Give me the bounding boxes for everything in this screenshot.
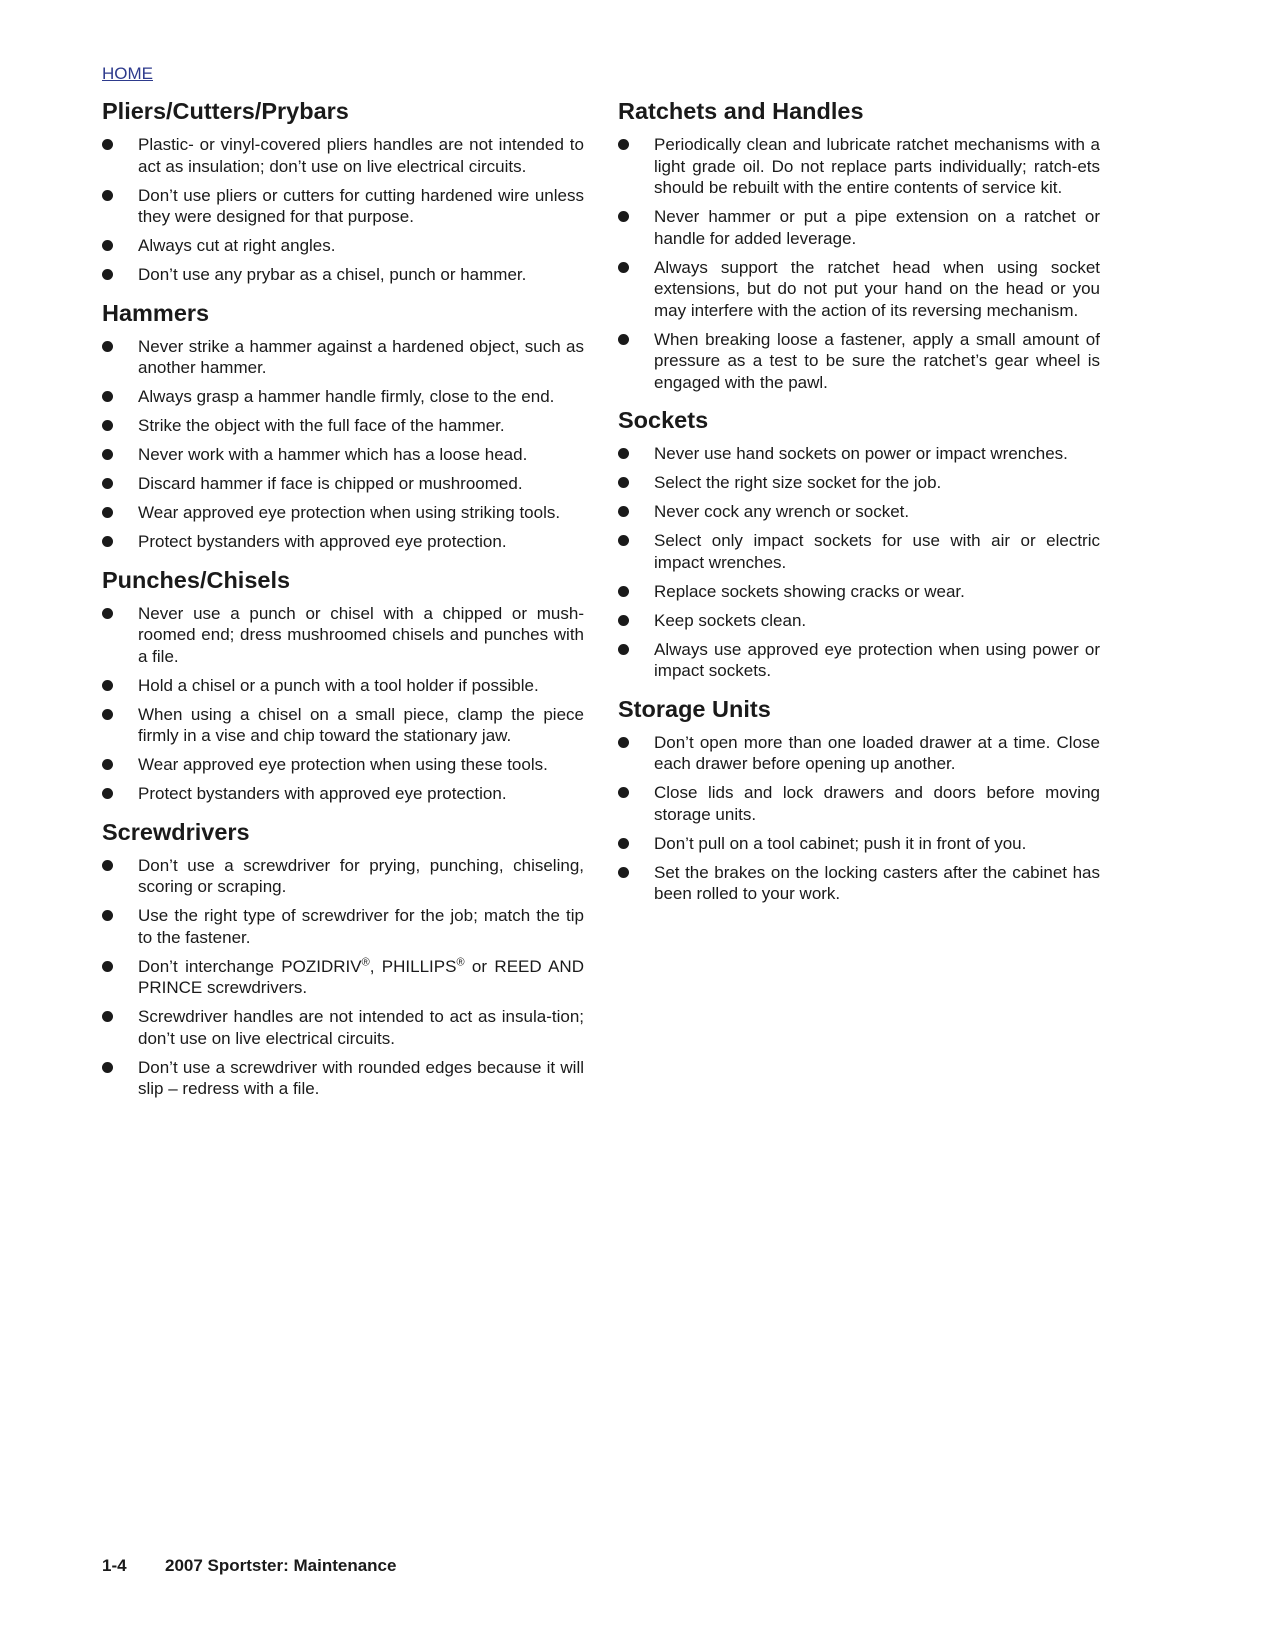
list-item-text: Use the right type of screwdriver for the job; match the tip to the fastener. <box>138 906 584 947</box>
list-item <box>618 782 1100 825</box>
list-item-text: Don’t use a screwdriver with rounded edges because it will slip – redress with a file. <box>138 1057 584 1098</box>
list-item-text: Never work with a hammer which has a loose head. <box>138 445 528 464</box>
list-item-text: Screwdriver handles are not intended to act as insula-tion; don’t use on live electrical circuits. <box>138 1007 584 1048</box>
left-column <box>102 96 584 1112</box>
list-item <box>102 264 584 286</box>
section-heading: Storage Units <box>618 695 771 722</box>
list-item <box>102 134 584 177</box>
bullet-icon <box>618 615 629 626</box>
page-footer <box>102 1556 396 1576</box>
list-item <box>618 862 1100 905</box>
list-item <box>102 905 584 948</box>
list-item-text: Wear approved eye protection when using these tools. <box>138 755 548 774</box>
section-pliers-cutters-prybars <box>102 96 584 286</box>
bullet-icon <box>102 860 113 871</box>
section-ratchets-and-handles <box>618 96 1100 393</box>
list-item <box>618 329 1100 394</box>
bullet-icon <box>618 586 629 597</box>
list-item <box>102 1057 584 1100</box>
list-item-text: Select only impact sockets for use with air or electric impact wrenches. <box>654 531 1100 572</box>
bullet-icon <box>618 838 629 849</box>
list-item-text: Don’t open more than one loaded drawer at a time. Close each drawer before opening up another. <box>654 732 1100 773</box>
list-item-text: Strike the object with the full face of the hammer. <box>138 416 505 435</box>
list-item-text: Replace sockets showing cracks or wear. <box>654 581 965 601</box>
list-item <box>102 675 584 697</box>
bullet-icon <box>102 680 113 691</box>
bullet-icon <box>618 644 629 655</box>
list-item-text: Always support the ratchet head when using socket extensions, but do not put your hand on the head or you may interfere with the action of its reversing mechanism. <box>654 257 1100 320</box>
bullet-icon <box>618 477 629 488</box>
bullet-icon <box>618 737 629 748</box>
bullet-icon <box>618 211 629 222</box>
list-item-text: Don’t use a screwdriver for prying, punching, chiseling, scoring or scraping. <box>138 855 584 896</box>
bullet-list <box>618 134 1100 393</box>
section-heading: Screwdrivers <box>102 818 250 845</box>
bullet-list <box>102 855 584 1100</box>
list-item-text: Always grasp a hammer handle firmly, close to the end. <box>138 387 555 406</box>
list-item <box>618 501 1100 523</box>
list-item-text: Don’t use any prybar as a chisel, punch or hammer. <box>138 265 527 284</box>
bullet-icon <box>618 506 629 517</box>
list-item-text: Periodically clean and lubricate ratchet mechanisms with a light grade oil. Do not replace parts individually; ratch-ets should be rebuilt with the entire contents of service kit. <box>654 135 1100 197</box>
section-heading: Sockets <box>618 407 709 433</box>
bullet-icon <box>618 787 629 798</box>
section-punches-chisels <box>102 565 584 805</box>
list-item-text: Plastic- or vinyl-covered pliers handles are not intended to act as insulation; don’t use on live electrical circuits. <box>138 135 584 176</box>
list-item-text: Don’t pull on a tool cabinet; push it in front of you. <box>654 833 1027 853</box>
list-item-text: Discard hammer if face is chipped or mushroomed. <box>138 474 523 493</box>
list-item-text: Set the brakes on the locking casters after the cabinet has been rolled to your work. <box>654 862 1100 903</box>
section-heading: Ratchets and Handles <box>618 98 864 124</box>
list-item <box>618 206 1100 249</box>
bullet-list <box>102 134 584 286</box>
list-item <box>102 502 584 524</box>
bullet-icon <box>102 420 113 431</box>
bullet-icon <box>102 139 113 150</box>
section-screwdrivers <box>102 817 584 1100</box>
list-item <box>102 603 584 668</box>
list-item <box>618 443 1100 465</box>
home-link[interactable]: HOME <box>102 64 153 83</box>
list-item-text: Hold a chisel or a punch with a tool holder if possible. <box>138 675 539 695</box>
page-number: 1-4 <box>102 1556 127 1575</box>
list-item <box>618 581 1100 603</box>
section-sockets <box>618 405 1100 682</box>
list-item-text: Always use approved eye protection when using power or impact sockets. <box>654 639 1100 680</box>
list-item <box>102 531 584 553</box>
list-item-text: Wear approved eye protection when using striking tools. <box>138 503 561 522</box>
list-item-text: Never use a punch or chisel with a chipped or mush-roomed end; dress mushroomed chisels and punches with a file. <box>138 603 584 666</box>
bullet-icon <box>102 341 113 352</box>
list-item-text: Select the right size socket for the job. <box>654 473 942 492</box>
bullet-icon <box>102 608 113 619</box>
bullet-icon <box>102 190 113 201</box>
list-item <box>618 610 1100 632</box>
bullet-icon <box>102 536 113 547</box>
list-item <box>102 185 584 228</box>
list-item <box>102 473 584 495</box>
list-item-text: Don’t interchange POZIDRIV®, PHILLIPS® or REED AND PRINCE screwdrivers. <box>138 955 584 997</box>
bullet-icon <box>102 240 113 251</box>
section-hammers <box>102 298 584 553</box>
list-item-text: Never use hand sockets on power or impact wrenches. <box>654 444 1068 463</box>
list-item <box>102 704 584 747</box>
bullet-icon <box>618 334 629 345</box>
list-item <box>102 444 584 466</box>
document-title: 2007 Sportster: Maintenance <box>165 1556 397 1575</box>
list-item-text: Never strike a hammer against a hardened object, such as another hammer. <box>138 336 584 377</box>
bullet-icon <box>102 449 113 460</box>
bullet-icon <box>102 507 113 518</box>
bullet-icon <box>102 478 113 489</box>
list-item <box>102 415 584 437</box>
bullet-icon <box>102 961 113 972</box>
list-item <box>102 386 584 408</box>
bullet-list <box>102 603 584 805</box>
right-column <box>618 96 1100 917</box>
list-item <box>618 530 1100 573</box>
section-heading: Punches/Chisels <box>102 566 291 593</box>
bullet-icon <box>102 910 113 921</box>
section-storage-units <box>618 694 1100 905</box>
list-item-text: Protect bystanders with approved eye protection. <box>138 784 507 803</box>
bullet-icon <box>102 391 113 402</box>
bullet-icon <box>102 709 113 720</box>
list-item <box>102 855 584 898</box>
list-item <box>618 732 1100 775</box>
list-item-text: Protect bystanders with approved eye protection. <box>138 532 507 551</box>
bullet-icon <box>618 139 629 150</box>
list-item <box>102 336 584 379</box>
list-item-text: When using a chisel on a small piece, clamp the piece firmly in a vise and chip toward the stationary jaw. <box>138 704 584 745</box>
list-item <box>102 235 584 257</box>
bullet-icon <box>102 1011 113 1022</box>
bullet-list <box>618 443 1100 682</box>
list-item <box>618 833 1100 855</box>
section-heading: Hammers <box>102 299 210 326</box>
bullet-icon <box>618 867 629 878</box>
list-item-text: When breaking loose a fastener, apply a small amount of pressure as a test to be sure the ratchet’s gear wheel is engaged with the pawl. <box>654 329 1100 392</box>
list-item-text: Keep sockets clean. <box>654 610 807 630</box>
bullet-icon <box>102 788 113 799</box>
bullet-list <box>102 336 584 553</box>
section-heading: Pliers/Cutters/Prybars <box>102 98 349 124</box>
bullet-icon <box>102 1062 113 1073</box>
list-item <box>102 1006 584 1049</box>
bullet-icon <box>102 759 113 770</box>
list-item-text: Never cock any wrench or socket. <box>654 502 910 521</box>
list-item <box>618 257 1100 322</box>
bullet-list <box>618 732 1100 905</box>
list-item <box>102 783 584 805</box>
bullet-icon <box>618 535 629 546</box>
list-item <box>102 956 584 999</box>
list-item <box>618 134 1100 199</box>
bullet-icon <box>618 448 629 459</box>
list-item-text: Close lids and lock drawers and doors before moving storage units. <box>654 783 1100 824</box>
list-item-text: Always cut at right angles. <box>138 236 336 255</box>
list-item <box>618 639 1100 682</box>
list-item <box>102 754 584 776</box>
bullet-icon <box>618 262 629 273</box>
bullet-icon <box>102 269 113 280</box>
list-item-text: Don’t use pliers or cutters for cutting hardened wire unless they were designed for that purpose. <box>138 185 584 226</box>
list-item <box>618 472 1100 494</box>
list-item-text: Never hammer or put a pipe extension on a ratchet or handle for added leverage. <box>654 207 1100 248</box>
